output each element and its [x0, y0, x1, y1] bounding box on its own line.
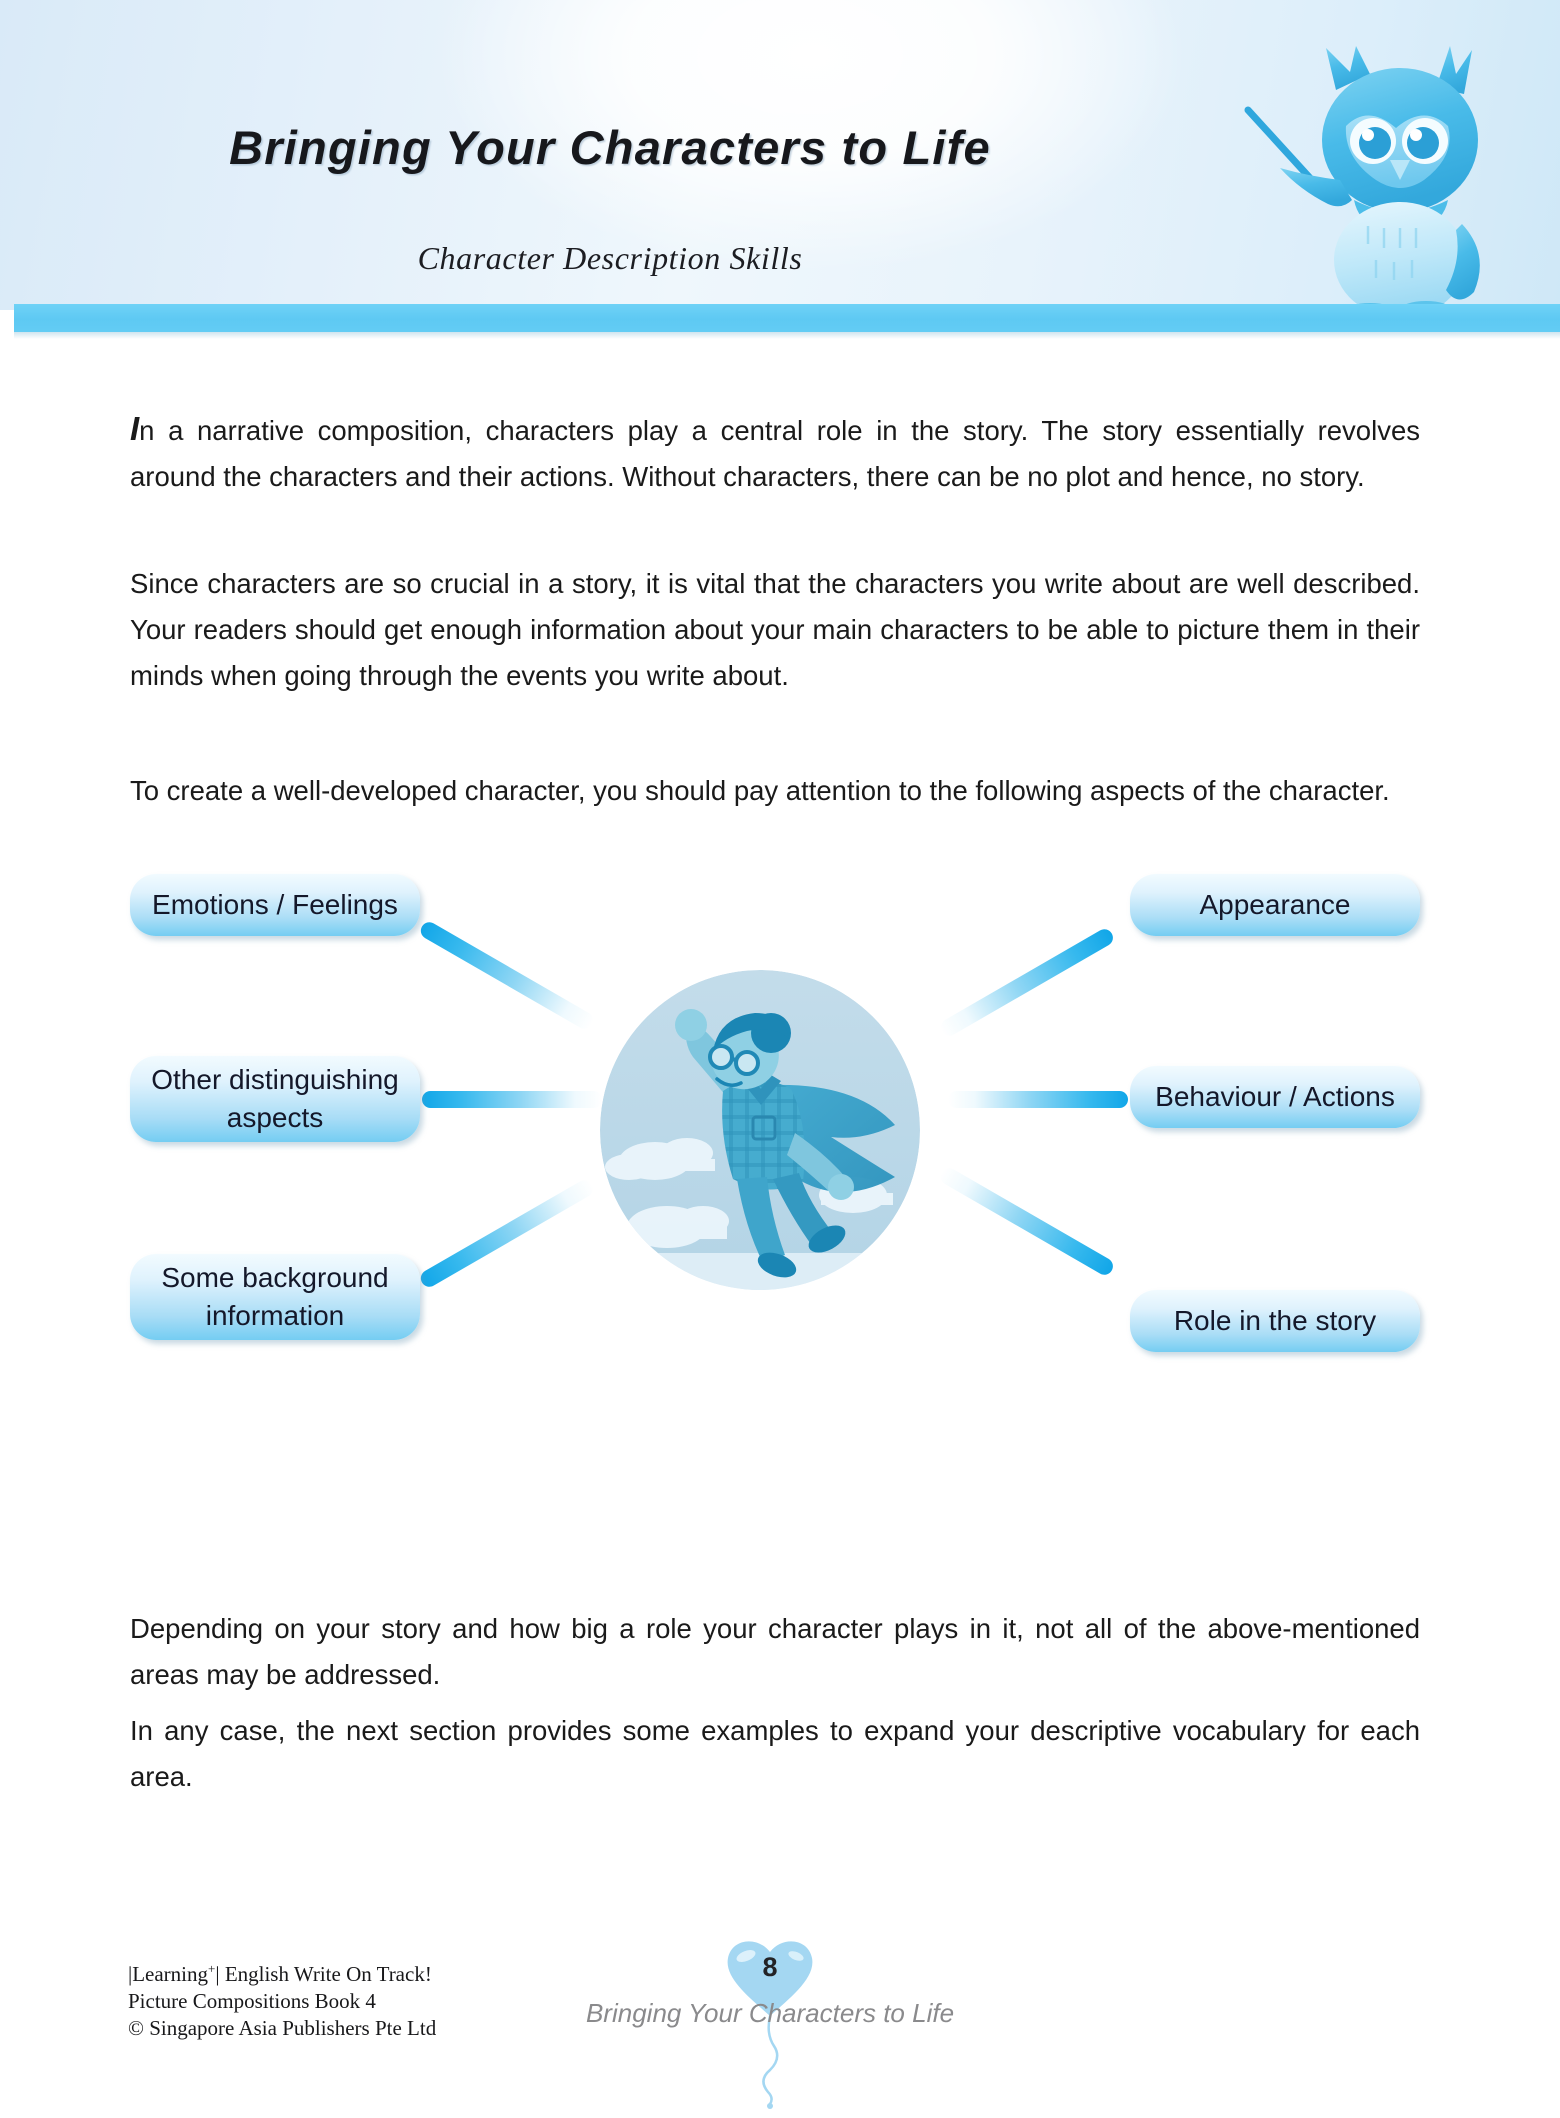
paragraph-2: Since characters are so crucial in a story, it is vital that the characters you write about are well described. Your readers should get enough information about your main characters to be able to picture them in their minds when going through the events you write about. — [130, 567, 1420, 691]
connector-appearance — [938, 926, 1116, 1039]
paragraph-5: In any case, the next section provides some examples to expand your descriptive vocabulary for each area. — [130, 1714, 1420, 1792]
diagram-node-label: Role in the story — [1173, 1305, 1377, 1336]
footer-imprint-line-1 — [128, 1955, 436, 1988]
character-aspects-diagram — [130, 860, 1420, 1530]
footer-imprint-line-3: © Singapore Asia Publishers Pte Ltd — [128, 2016, 437, 2040]
diagram-node-role[interactable] — [1130, 1290, 1420, 1352]
diagram-node-label: Some background information — [161, 1262, 389, 1331]
footer-page-marker — [560, 1930, 980, 2110]
footer-imprint-line-2: Picture Compositions Book 4 — [128, 1989, 376, 2013]
connector-other-aspects — [422, 1091, 602, 1108]
connector-emotions — [418, 919, 596, 1032]
connector-background — [418, 1177, 596, 1290]
diagram-node-label: Behaviour / Actions — [1155, 1081, 1395, 1112]
diagram-node-behaviour[interactable] — [1130, 1066, 1420, 1128]
footer-series-name: |Learning — [128, 1962, 209, 1986]
connector-behaviour — [948, 1091, 1128, 1108]
diagram-node-emotions[interactable] — [130, 874, 420, 936]
paragraph-3: To create a well-developed character, you should pay attention to the following aspects of the character. — [130, 774, 1390, 806]
connector-role — [938, 1165, 1116, 1278]
diagram-node-label: Other distinguishing aspects — [151, 1064, 399, 1133]
page-title: Bringing Your Characters to Life — [229, 121, 991, 174]
paragraph-4: Depending on your story and how big a role your character plays in it, not all of the above-mentioned areas may be addressed. — [130, 1612, 1420, 1690]
diagram-node-label: Appearance — [1199, 889, 1351, 920]
footer-imprint — [128, 1955, 436, 2042]
footer-series-title: | English Write On Track! — [215, 1962, 432, 1986]
page-subtitle: Character Description Skills — [417, 240, 803, 276]
page-number: 8 — [762, 1952, 778, 1982]
paragraph-1-text: n a narrative composition, characters play a central role in the story. The story essentially revolves around the characters and their actions. Without characters, there can be no plot and hence, no story. — [130, 414, 1420, 492]
footer-series-superscript: + — [208, 1961, 216, 1976]
footer-chapter-label: Bringing Your Characters to Life — [585, 1998, 955, 2028]
diagram-node-appearance[interactable] — [1130, 874, 1420, 936]
diagram-node-background[interactable] — [130, 1254, 420, 1340]
drop-cap: I — [130, 409, 140, 447]
flying-superhero-icon — [595, 965, 925, 1295]
diagram-node-other-aspects[interactable] — [130, 1056, 420, 1142]
diagram-node-label: Emotions / Feelings — [152, 889, 398, 920]
paragraph-1 — [130, 406, 1420, 500]
